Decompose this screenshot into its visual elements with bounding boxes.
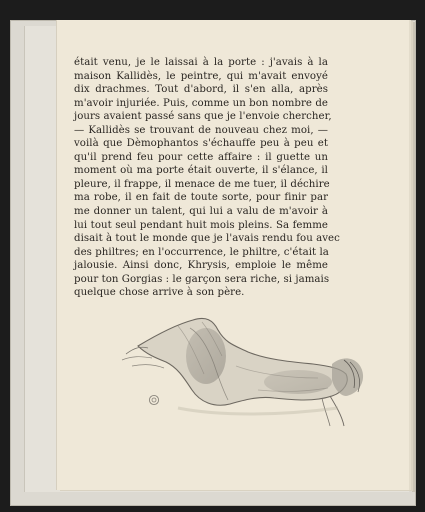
text-line: quelque chose arrive à son père. xyxy=(74,287,245,299)
text-line: maison Kallidès, le peintre, qui m'avait envoyé xyxy=(74,70,328,82)
reclining-figure-drawing xyxy=(118,304,368,429)
monogram-stamp-icon xyxy=(148,394,160,406)
text-line: pour ton Gorgias : le garçon sera riche, si jamais xyxy=(74,273,330,285)
text-line: qu'il prend feu pour cette affaire : il guette un xyxy=(74,151,328,163)
text-line: — Kallidès se trouvant de nouveau chez moi, — xyxy=(74,124,328,136)
text-line: disait à tout le monde que je l'avais rendu fou avec xyxy=(74,233,340,245)
text-line: jalousie. Ainsi donc, Khrysis, emploie le même xyxy=(74,260,328,272)
text-line: était venu, je le laissai à la porte : j'avais à la xyxy=(74,57,328,68)
text-line: ma robe, il en fait de toute sorte, pour finir par xyxy=(74,192,328,204)
page-edge xyxy=(412,22,415,492)
text-line: me donner un talent, qui lui a valu de m'avoir à xyxy=(74,206,328,218)
text-line: des philtres; en l'occurrence, le philtre, c'était la xyxy=(74,246,329,258)
text-line: m'avoir injuriée. Puis, comme un bon nombre de xyxy=(74,97,328,109)
page-text xyxy=(74,56,340,300)
text-line: jours avaient passé sans que je l'envoie chercher, xyxy=(74,111,332,123)
text-line: dix drachmes. Tout d'abord, il s'en alla, après xyxy=(74,84,328,96)
text-line: lui tout seul pendant huit mois pleins. Sa femme xyxy=(74,219,328,231)
text-line: pleure, il frappe, il menace de me tuer, il déchire xyxy=(74,178,330,190)
text-line: moment où ma porte était ouverte, il s'élance, il xyxy=(74,165,328,177)
text-line: voilà que Dèmophantos s'échauffe peu à peu et xyxy=(74,138,328,150)
